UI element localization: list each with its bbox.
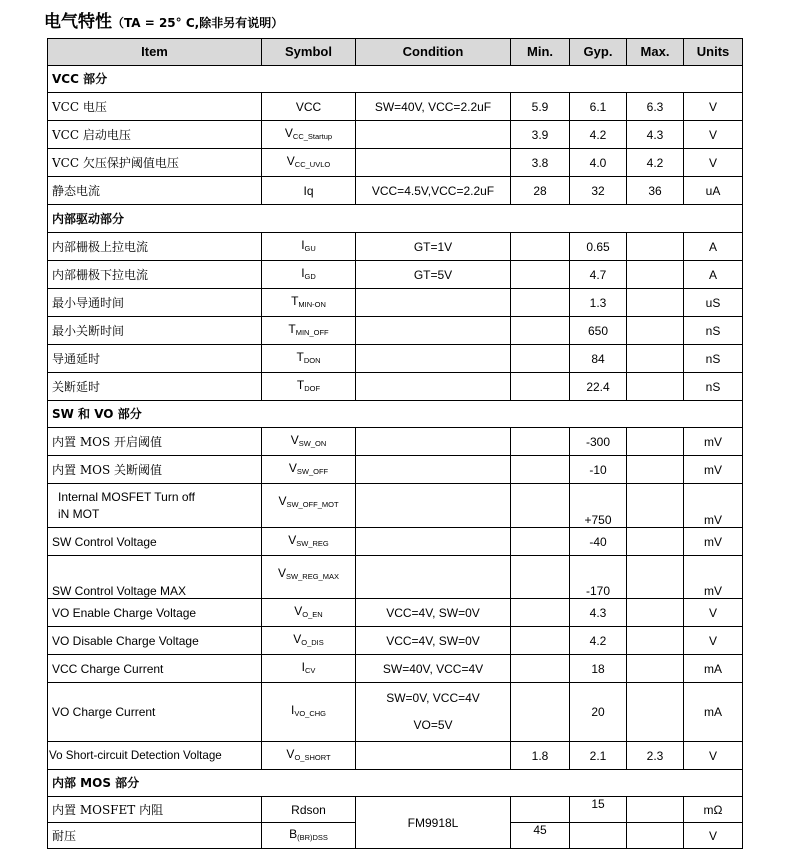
cell-item: SW Control Voltage MAX: [48, 556, 262, 599]
table-row: [48, 528, 743, 556]
cell-symbol: $V_{SW\_REG}$: [262, 528, 356, 556]
cell-unit: nS: [684, 317, 743, 345]
cell-min: [511, 456, 570, 484]
cell-unit: V: [684, 93, 743, 121]
cell-item: SW Control Voltage: [48, 528, 262, 556]
section-title: [44, 7, 283, 32]
table-row: [48, 373, 743, 401]
cell-min: [511, 484, 570, 528]
cell-min: [511, 428, 570, 456]
table-row: [48, 484, 743, 528]
section-mos: 内部 MOS 部分: [48, 770, 743, 797]
cell-typ: 650: [570, 317, 627, 345]
cell-typ: -10: [570, 456, 627, 484]
cell-item: 内置 MOSFET 内阻: [48, 797, 262, 823]
cell-symbol: VCC: [262, 93, 356, 121]
cell-condition: VCC=4.5V,VCC=2.2uF: [356, 177, 511, 205]
section-sw-vo: SW 和 VO 部分: [48, 401, 743, 428]
cell-max: [627, 484, 684, 528]
cell-symbol: $V_{O\_SHORT}$: [262, 742, 356, 770]
cell-max: [627, 456, 684, 484]
cell-condition: [356, 373, 511, 401]
cell-min: 3.9: [511, 121, 570, 149]
cell-max: [627, 373, 684, 401]
cell-condition-part: FM9918L: [356, 797, 511, 849]
cell-symbol: Iq: [262, 177, 356, 205]
cell-unit: mV: [684, 428, 743, 456]
cell-min: 3.8: [511, 149, 570, 177]
table-row: [48, 177, 743, 205]
cell-condition: [356, 556, 511, 599]
cell-symbol: $I_{GU}$: [262, 233, 356, 261]
cell-typ: -170: [570, 556, 627, 599]
cell-item: VO Enable Charge Voltage: [48, 599, 262, 627]
cell-typ: 4.7: [570, 261, 627, 289]
cell-typ: 20: [570, 683, 627, 742]
cell-condition: [356, 528, 511, 556]
cell-typ: 2.1: [570, 742, 627, 770]
cell-condition: GT=5V: [356, 261, 511, 289]
cell-max: 4.3: [627, 121, 684, 149]
cell-symbol: $V_{O\_EN}$: [262, 599, 356, 627]
cell-min: 1.8: [511, 742, 570, 770]
table-header-row: [48, 39, 743, 66]
cell-max: [627, 261, 684, 289]
cell-unit: V: [684, 742, 743, 770]
table-row: [48, 683, 743, 742]
table-row: [48, 556, 743, 599]
cell-item: 内部栅极上拉电流: [48, 233, 262, 261]
cell-condition: [356, 484, 511, 528]
cell-condition: VCC=4V, SW=0V: [356, 599, 511, 627]
cell-item: VCC 启动电压: [48, 121, 262, 149]
cell-unit: nS: [684, 345, 743, 373]
cell-max: [627, 345, 684, 373]
cell-max: [627, 599, 684, 627]
cell-max: 6.3: [627, 93, 684, 121]
header-typ: Gyp.: [570, 39, 627, 66]
table-row: [48, 149, 743, 177]
cell-typ: 1.3: [570, 289, 627, 317]
cell-min: [511, 289, 570, 317]
cell-item: 导通延时: [48, 345, 262, 373]
header-min: Min.: [511, 39, 570, 66]
cell-typ: 4.3: [570, 599, 627, 627]
cell-typ: -300: [570, 428, 627, 456]
cell-condition: SW=40V, VCC=4V: [356, 655, 511, 683]
cell-symbol: $T_{DOF}$: [262, 373, 356, 401]
table-row: [48, 742, 743, 770]
section-drive: 内部驱动部分: [48, 205, 743, 233]
cell-min: [511, 627, 570, 655]
cell-item: 静态电流: [48, 177, 262, 205]
table-row: [48, 627, 743, 655]
cell-symbol: $T_{MIN-ON}$: [262, 289, 356, 317]
cell-symbol: $V_{O\_DIS}$: [262, 627, 356, 655]
table-row: [48, 93, 743, 121]
table-row: [48, 599, 743, 627]
cell-typ: 0.65: [570, 233, 627, 261]
cell-max: [627, 428, 684, 456]
cell-condition: [356, 345, 511, 373]
cell-typ: 18: [570, 655, 627, 683]
cell-max: 2.3: [627, 742, 684, 770]
cell-symbol: $V_{SW\_ON}$: [262, 428, 356, 456]
table-row: [48, 655, 743, 683]
table-row: [48, 797, 743, 823]
section-row: [48, 66, 743, 93]
cell-min: [511, 683, 570, 742]
section-row: [48, 205, 743, 233]
title-main: 电气特性: [44, 12, 112, 32]
cell-min: [511, 599, 570, 627]
cell-item: VCC 电压: [48, 93, 262, 121]
cell-unit: mA: [684, 683, 743, 742]
cell-min: [511, 797, 570, 823]
cell-symbol: $V_{SW\_OFF}$: [262, 456, 356, 484]
cell-min: [511, 233, 570, 261]
cell-unit: nS: [684, 373, 743, 401]
cell-min: [511, 317, 570, 345]
cell-item: VCC Charge Current: [48, 655, 262, 683]
cell-typ: 15: [570, 797, 627, 823]
cell-item: Internal MOSFET Turn off iN MOT: [48, 484, 262, 528]
cell-unit: mV: [684, 484, 743, 528]
cell-max: [627, 233, 684, 261]
cell-min: [511, 556, 570, 599]
cell-symbol: $I_{GD}$: [262, 261, 356, 289]
table-row: [48, 428, 743, 456]
cell-typ: 6.1: [570, 93, 627, 121]
cell-max: [627, 627, 684, 655]
cell-unit: mV: [684, 456, 743, 484]
cell-unit: V: [684, 823, 743, 849]
cell-typ: 4.0: [570, 149, 627, 177]
cell-item: 内置 MOS 关断阈值: [48, 456, 262, 484]
cell-item: Vo Short-circuit Detection Voltage: [48, 742, 262, 770]
electrical-characteristics-table: [47, 38, 743, 849]
cell-unit: V: [684, 149, 743, 177]
cell-min: 28: [511, 177, 570, 205]
cell-unit: mA: [684, 655, 743, 683]
cell-typ: [570, 823, 627, 849]
cell-unit: A: [684, 233, 743, 261]
table-row: [48, 233, 743, 261]
cell-unit: V: [684, 599, 743, 627]
cell-typ: 84: [570, 345, 627, 373]
cell-min: 5.9: [511, 93, 570, 121]
cell-symbol: $I_{CV}$: [262, 655, 356, 683]
cell-max: [627, 823, 684, 849]
cell-min: [511, 261, 570, 289]
cell-unit: V: [684, 121, 743, 149]
cell-unit: mΩ: [684, 797, 743, 823]
cell-max: [627, 683, 684, 742]
cell-symbol: Rdson: [262, 797, 356, 823]
cell-symbol: $B_{(BR)DSS}$: [262, 823, 356, 849]
cell-condition: SW=0V, VCC=4V VO=5V: [356, 683, 511, 742]
table-row: [48, 317, 743, 345]
header-units: Units: [684, 39, 743, 66]
cell-item: 关断延时: [48, 373, 262, 401]
section-row: [48, 401, 743, 428]
cell-symbol: $V_{SW\_REG\_MAX}$: [262, 556, 356, 599]
cell-item: 最小导通时间: [48, 289, 262, 317]
cell-unit: mV: [684, 556, 743, 599]
cell-symbol: $V_{CC\_Startup}$: [262, 121, 356, 149]
table-row: [48, 289, 743, 317]
cell-item: VO Charge Current: [48, 683, 262, 742]
header-item: Item: [48, 39, 262, 66]
header-condition: Condition: [356, 39, 511, 66]
cell-item: 内置 MOS 开启阈值: [48, 428, 262, 456]
cell-typ: -40: [570, 528, 627, 556]
cell-unit: A: [684, 261, 743, 289]
cell-condition: SW=40V, VCC=2.2uF: [356, 93, 511, 121]
cell-condition: [356, 742, 511, 770]
cell-typ: 4.2: [570, 121, 627, 149]
cell-symbol: $I_{VO\_CHG}$: [262, 683, 356, 742]
cell-max: 4.2: [627, 149, 684, 177]
cell-max: [627, 655, 684, 683]
cell-condition: [356, 149, 511, 177]
cell-unit: uA: [684, 177, 743, 205]
cell-item: 最小关断时间: [48, 317, 262, 345]
cell-condition: [356, 456, 511, 484]
cell-typ: 22.4: [570, 373, 627, 401]
cell-max: [627, 528, 684, 556]
cell-condition: [356, 289, 511, 317]
table-row: [48, 121, 743, 149]
cell-max: [627, 797, 684, 823]
cell-symbol: $T_{MIN\_OFF}$: [262, 317, 356, 345]
cell-unit: mV: [684, 528, 743, 556]
title-condition: （TA = 25° C,除非另有说明）: [112, 16, 284, 30]
cell-min: [511, 655, 570, 683]
cell-symbol: $V_{SW\_OFF\_MOT}$: [262, 484, 356, 528]
cell-condition: [356, 317, 511, 345]
cell-item: 内部栅极下拉电流: [48, 261, 262, 289]
cell-typ: +750: [570, 484, 627, 528]
cell-max: [627, 289, 684, 317]
header-max: Max.: [627, 39, 684, 66]
cell-min: [511, 528, 570, 556]
cell-condition: GT=1V: [356, 233, 511, 261]
cell-typ: 32: [570, 177, 627, 205]
cell-item: 耐压: [48, 823, 262, 849]
cell-condition: [356, 121, 511, 149]
table-row: [48, 261, 743, 289]
section-vcc: VCC 部分: [48, 66, 743, 93]
cell-max: [627, 556, 684, 599]
cell-symbol: $T_{DON}$: [262, 345, 356, 373]
cell-min: [511, 373, 570, 401]
cell-min: 45: [511, 823, 570, 849]
table-row: [48, 345, 743, 373]
cell-item: VO Disable Charge Voltage: [48, 627, 262, 655]
section-row: [48, 770, 743, 797]
cell-min: [511, 345, 570, 373]
cell-unit: uS: [684, 289, 743, 317]
table-row: [48, 456, 743, 484]
header-symbol: Symbol: [262, 39, 356, 66]
cell-item: VCC 欠压保护阈值电压: [48, 149, 262, 177]
cell-condition: [356, 428, 511, 456]
cell-max: 36: [627, 177, 684, 205]
cell-typ: 4.2: [570, 627, 627, 655]
cell-condition: VCC=4V, SW=0V: [356, 627, 511, 655]
cell-max: [627, 317, 684, 345]
cell-symbol: $V_{CC\_UVLO}$: [262, 149, 356, 177]
cell-unit: V: [684, 627, 743, 655]
